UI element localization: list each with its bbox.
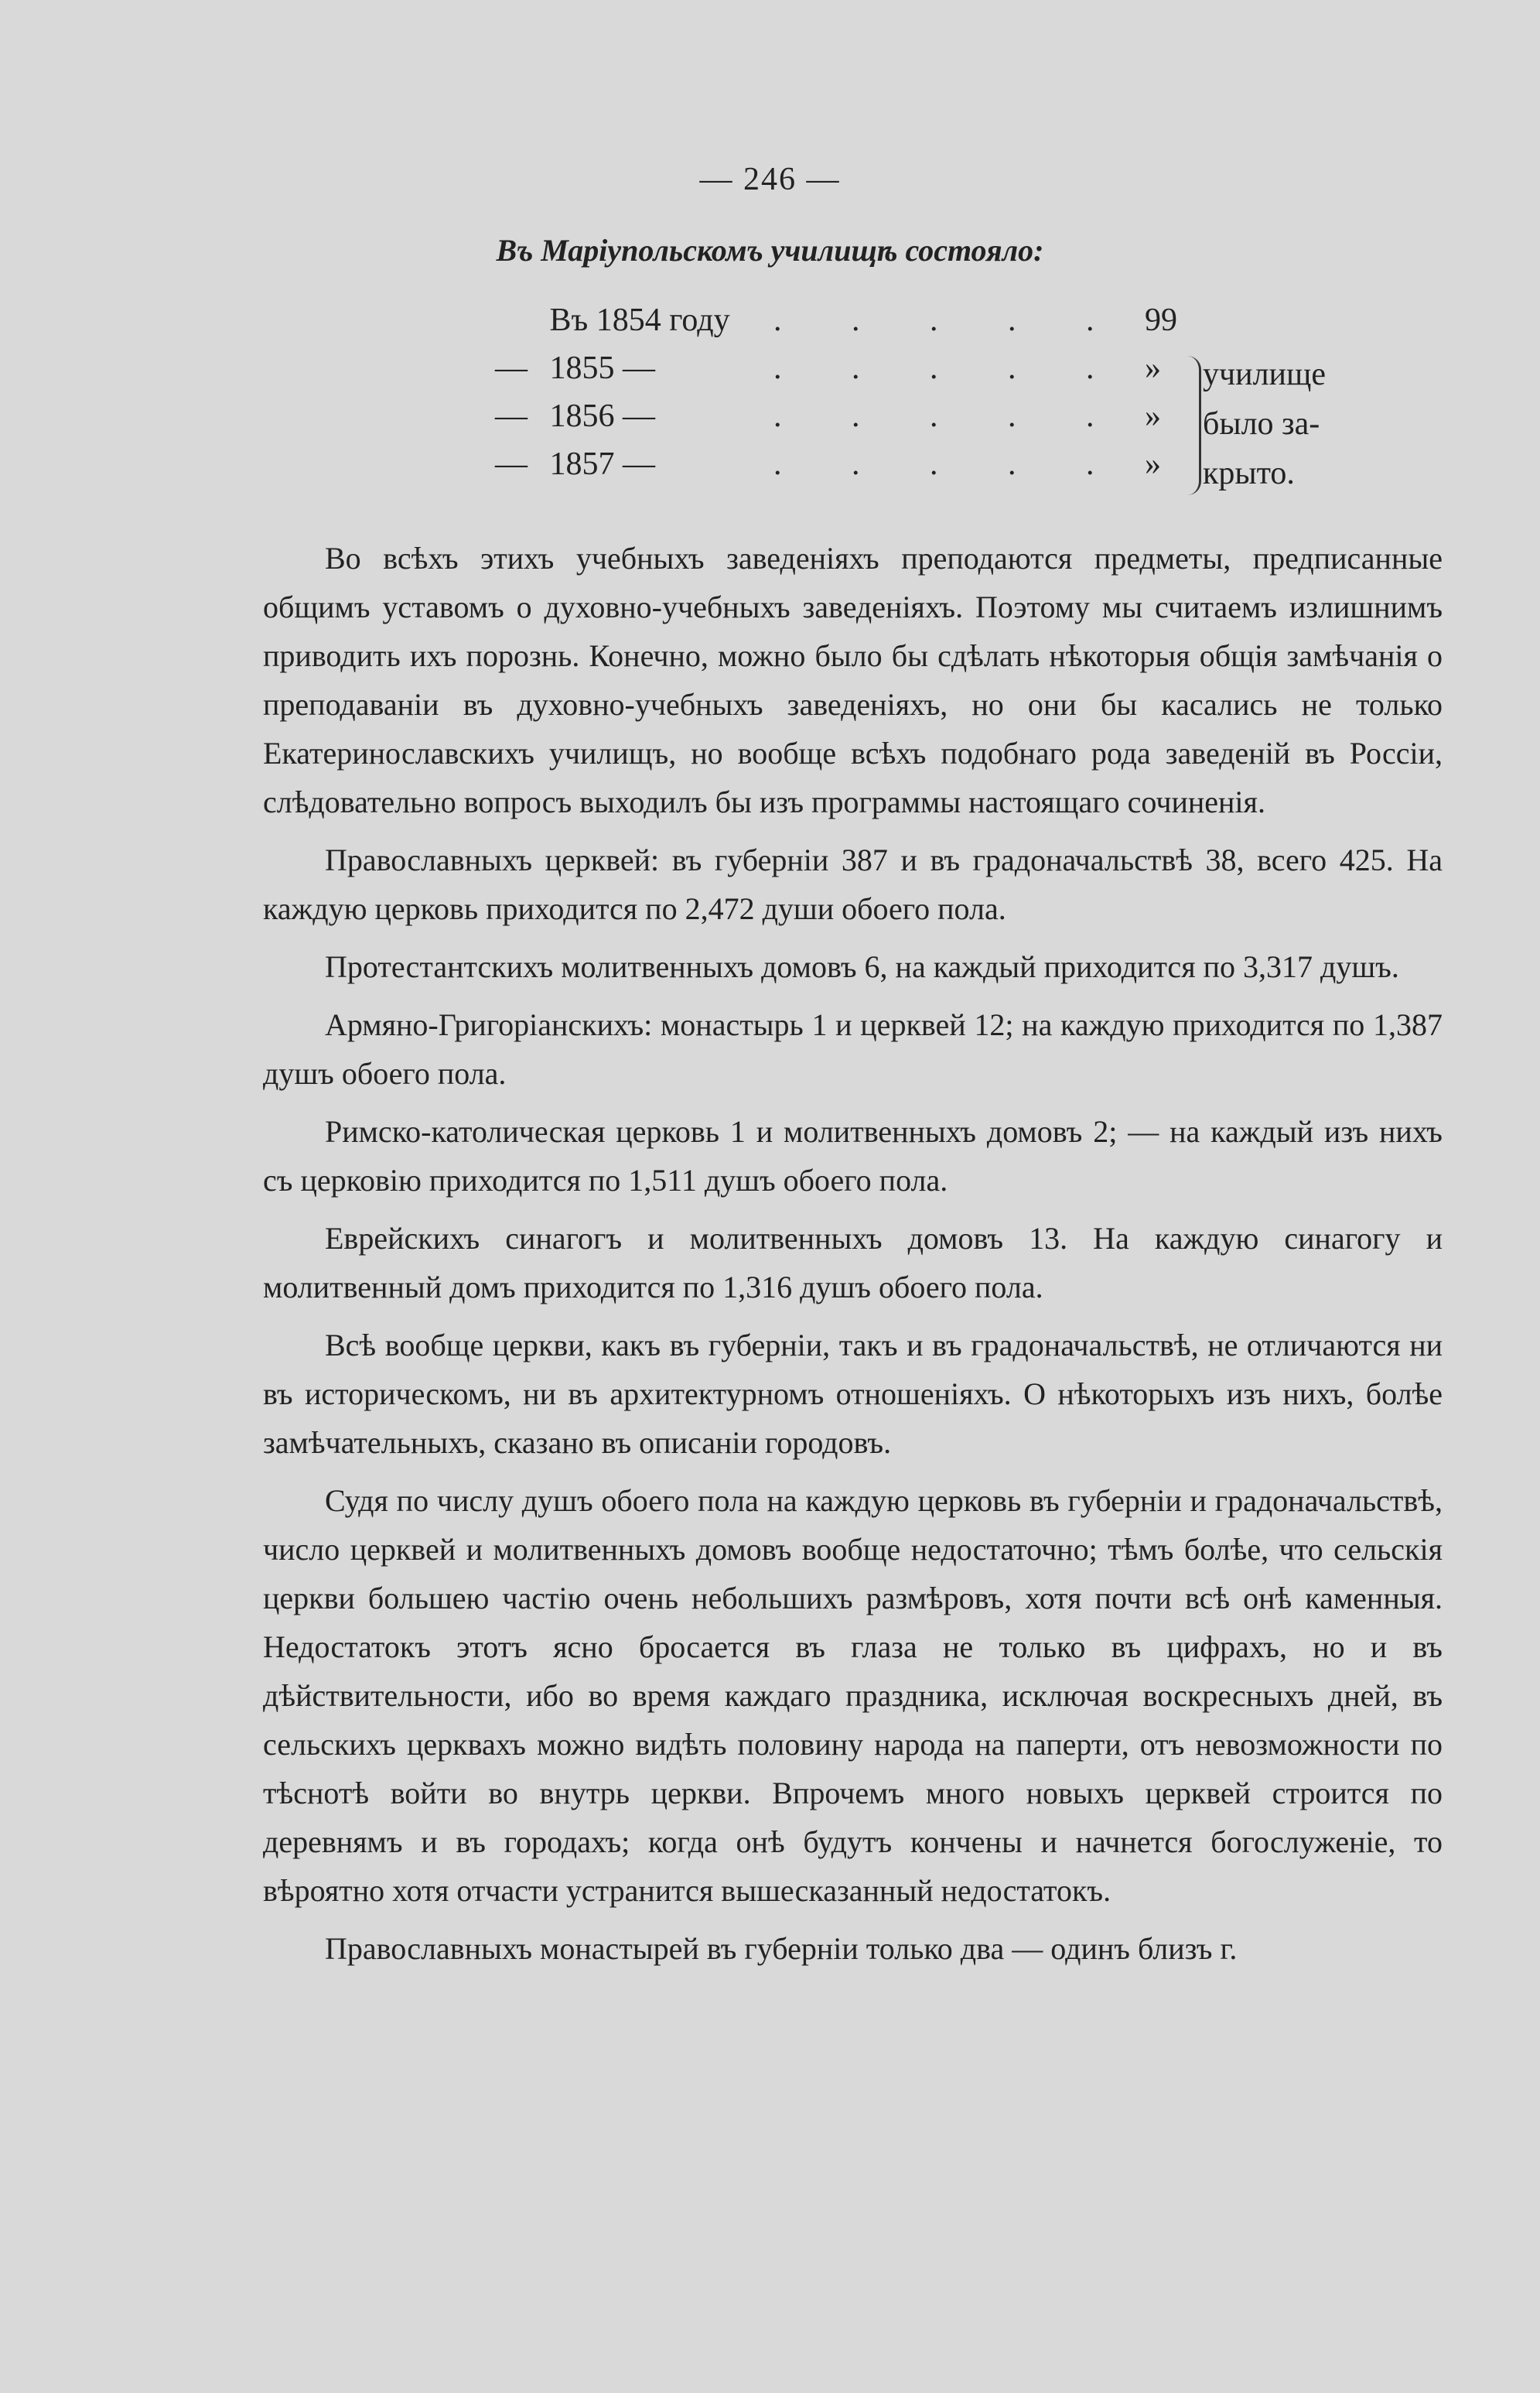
- year-row: [495, 350, 1161, 396]
- paragraph: Православныхъ монастырей въ губерніи только два — одинъ близъ г.: [325, 1931, 1238, 1966]
- brace: [1183, 356, 1201, 495]
- section-heading: Въ Маріупольскомъ училищѣ состояло:: [496, 233, 1044, 268]
- year-label: 1855 —: [549, 350, 655, 386]
- year-value: 99: [1145, 303, 1177, 338]
- year-label: 1857 —: [549, 446, 655, 482]
- year-value: »: [1145, 398, 1161, 434]
- paragraph: Протестантскихъ молитвенныхъ домовъ 6, на каждый приходится по 3,317 душъ.: [325, 949, 1399, 984]
- leader-dots: . . . . .: [773, 350, 1125, 386]
- year-table: [495, 302, 1377, 503]
- paragraph: Во всѣхъ этихъ учебныхъ заведеніяхъ преподаются предметы, предписанные общимъ уставомъ о духовно-учебныхъ заведеніяхъ. Поэтому мы считаемъ излишнимъ приводить ихъ порознь. Конечно, можно было бы сдѣлать нѣкоторыя общія замѣчанія о преподаваніи въ духовно-учебныхъ заведеніяхъ, но они бы касались не только Екатеринославскихъ училищъ, но вообще всѣхъ подобнаго рода заведеній въ Россіи, слѣдовательно вопросъ выходилъ бы изъ программы настоящаго сочиненія.: [263, 541, 1443, 819]
- paragraph: Всѣ вообще церкви, какъ въ губерніи, такъ и въ градоначальствѣ, не отличаются ни въ историческомъ, ни въ архитектурномъ отношеніяхъ. О нѣкоторыхъ изъ нихъ, болѣе замѣчательныхъ, сказано въ описаніи городовъ.: [263, 1328, 1443, 1460]
- year-prefix: —: [495, 350, 528, 386]
- year-row: [495, 446, 1161, 492]
- paragraph: Православныхъ церквей: въ губерніи 387 и въ градоначальствѣ 38, всего 425. На каждую церковь приходится по 2,472 души обоего пола.: [263, 843, 1443, 926]
- year-row: [495, 398, 1161, 444]
- leader-dots: . . . . .: [773, 398, 1125, 434]
- closed-note: училище было за- крыто.: [1203, 357, 1327, 491]
- leader-dots: . . . . .: [773, 303, 1125, 338]
- paragraph: Судя по числу душъ обоего пола на каждую церковь въ губерніи и градоначальствѣ, число церквей и молитвенныхъ домовъ вообще недостаточно; тѣмъ болѣе, что сельскія церкви большею частію очень небольшихъ размѣровъ, хотя почти всѣ онѣ каменныя. Недостатокъ этотъ ясно бросается въ глаза не только въ цифрахъ, но и въ дѣйствительности, ибо во время каждаго праздника, исключая воскресныхъ дней, въ сельскихъ церквахъ можно видѣть половину народа на паперти, отъ невозможности по тѣснотѣ войти во внутрь церкви. Впрочемъ много новыхъ церквей строится по деревнямъ и въ городахъ; когда онѣ будутъ кончены и начнется богослуженіе, то вѣроятно хотя отчасти устранится вышесказанный недостатокъ.: [263, 1483, 1443, 1908]
- page-number: — 246 —: [699, 162, 841, 197]
- paragraph: Еврейскихъ синагогъ и молитвенныхъ домовъ 13. На каждую синагогу и молитвенный домъ приходится по 1,316 душъ обоего пола.: [263, 1221, 1443, 1304]
- paragraph: Римско-католическая церковь 1 и молитвенныхъ домовъ 2; — на каждый изъ нихъ съ церковію приходится по 1,511 душъ обоего пола.: [263, 1114, 1443, 1198]
- year-label: Въ 1854 году: [549, 303, 730, 338]
- paragraph: Армяно-Григоріанскихъ: монастырь 1 и церквей 12; на каждую приходится по 1,387 душъ обоего пола.: [263, 1007, 1443, 1091]
- body-text: [263, 534, 1443, 1973]
- year-value: »: [1145, 446, 1161, 482]
- year-label: 1856 —: [549, 398, 655, 434]
- year-prefix: —: [495, 398, 528, 434]
- leader-dots: . . . . .: [773, 446, 1125, 482]
- year-prefix: —: [495, 446, 528, 482]
- year-row: [495, 302, 1177, 348]
- year-value: »: [1145, 350, 1161, 386]
